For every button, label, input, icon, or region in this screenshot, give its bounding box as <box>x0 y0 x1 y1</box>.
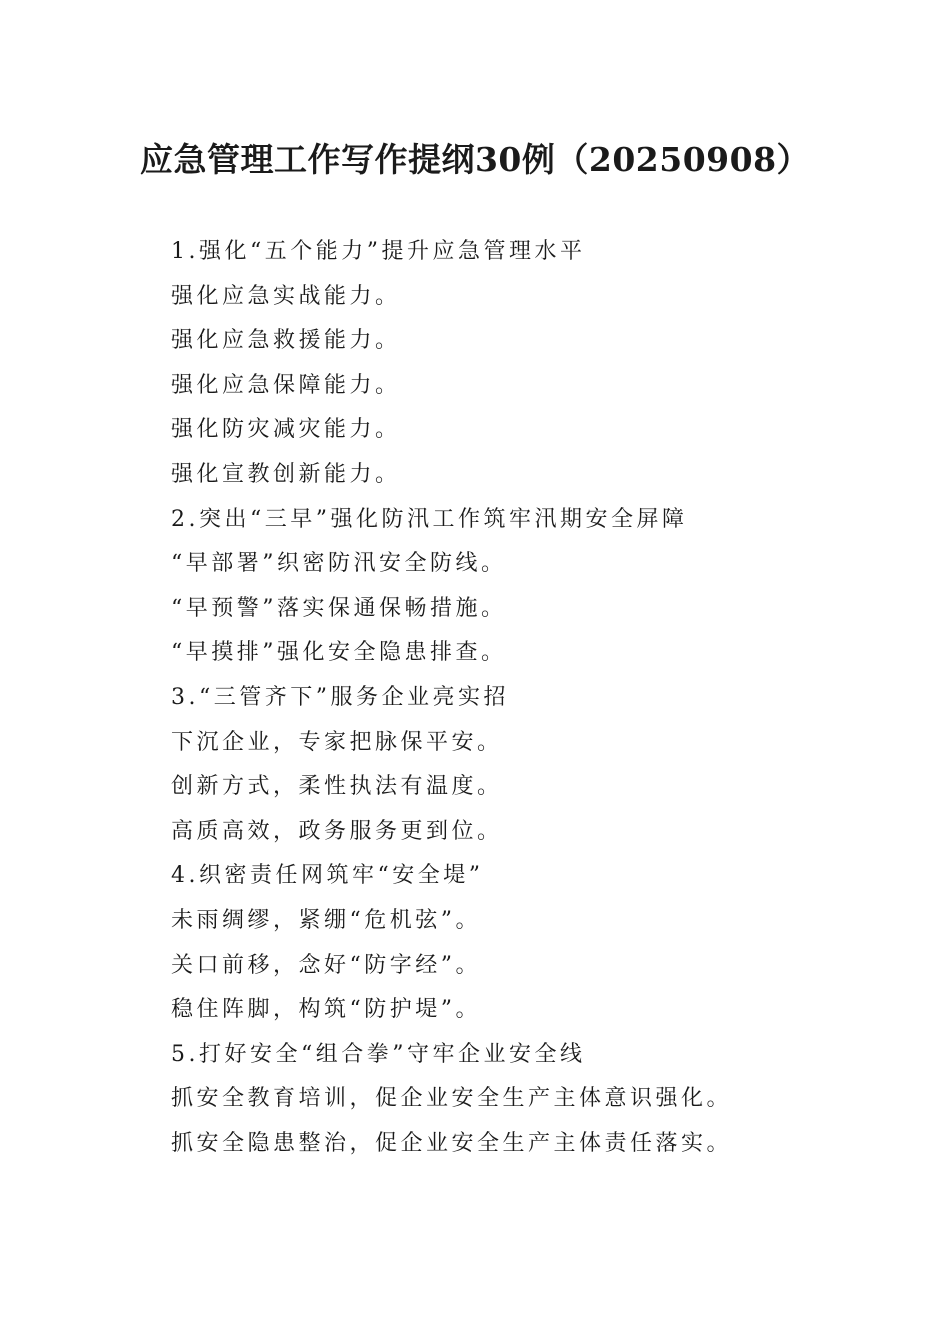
outline-heading-2: 2.突出“三早”强化防汛工作筑牢汛期安全屏障 <box>171 506 688 532</box>
outline-item: 稳住阵脚，构筑“防护堤”。 <box>171 997 481 1023</box>
outline-item: 抓安全教育培训，促企业安全生产主体意识强化。 <box>171 1086 733 1112</box>
outline-item: 强化防灾减灾能力。 <box>171 417 401 443</box>
outline-item: 抓安全隐患整治，促企业安全生产主体责任落实。 <box>171 1130 733 1156</box>
outline-item: “早部署”织密防汛安全防线。 <box>171 551 507 577</box>
document-body <box>171 230 871 1166</box>
outline-item: 关口前移，念好“防字经”。 <box>171 952 481 978</box>
outline-item: 创新方式，柔性执法有温度。 <box>171 774 503 800</box>
outline-heading-1: 1.强化“五个能力”提升应急管理水平 <box>171 239 586 264</box>
outline-item: “早预警”落实保通保畅措施。 <box>171 595 507 621</box>
document-title: 应急管理工作写作提纲30例（20250908） <box>139 140 811 179</box>
outline-heading-5: 5.打好安全“组合拳”守牢企业安全线 <box>171 1041 586 1067</box>
outline-item: 下沉企业，专家把脉保平安。 <box>171 729 503 755</box>
outline-item: 强化应急保障能力。 <box>171 372 401 398</box>
outline-heading-4: 4.织密责任网筑牢“安全堤” <box>171 863 484 889</box>
outline-item: 高质高效，政务服务更到位。 <box>171 818 503 844</box>
outline-item: 强化应急救援能力。 <box>171 328 401 354</box>
outline-heading-3: 3.“三管齐下”服务企业亮实招 <box>171 684 509 710</box>
outline-item: 强化宣教创新能力。 <box>171 461 401 487</box>
outline-item: “早摸排”强化安全隐患排查。 <box>171 640 507 666</box>
outline-item: 强化应急实战能力。 <box>171 283 401 309</box>
outline-item: 未雨绸缪，紧绷“危机弦”。 <box>171 907 481 933</box>
